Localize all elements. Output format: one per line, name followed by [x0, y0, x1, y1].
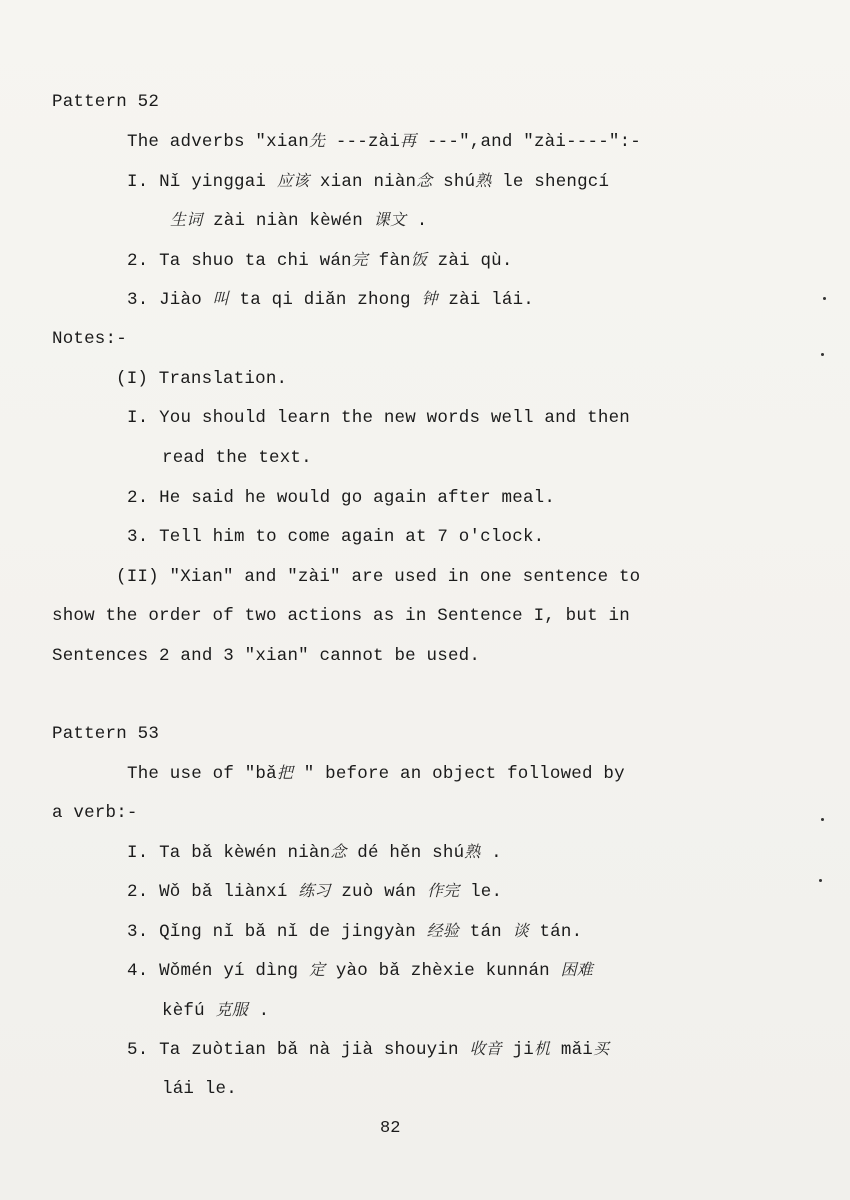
translation-1: I. You should learn the new words well and then [127, 408, 630, 428]
pattern-53-intro [127, 761, 625, 786]
handwritten-char: 定 [308, 960, 326, 979]
handwritten-char: 经验 [426, 921, 460, 940]
text-run: ---zài [325, 132, 401, 152]
handwritten-char: 生词 [170, 210, 203, 229]
note-2-line-2: show the order of two actions as in Sentence I, but in [52, 606, 630, 626]
handwritten-char: 买 [593, 1039, 610, 1058]
text-run: The use of "bǎ [127, 764, 277, 784]
text-run: le shengcí [491, 172, 610, 192]
handwritten-char: 克服 [215, 1000, 248, 1019]
text-run: . [247, 1001, 270, 1021]
handwritten-char: 熟 [464, 842, 481, 861]
text-run: I. Nǐ yinggai [127, 172, 267, 192]
handwritten-char: 收音 [469, 1039, 502, 1058]
handwritten-char: 钟 [421, 289, 438, 308]
pattern-53-example-4 [127, 958, 593, 983]
handwritten-char: 作完 [426, 881, 460, 900]
text-run: zài niàn kèwén [202, 211, 363, 231]
text-run: zài lái. [437, 290, 534, 310]
pattern-52-example-3 [127, 287, 534, 312]
text-run: 2. Wǒ bǎ liànxí [127, 882, 288, 902]
text-run: . [406, 211, 428, 231]
text-run: shú [432, 172, 476, 192]
handwritten-char: 把 [276, 763, 294, 782]
text-run: 2. Ta shuo ta chi wán [127, 251, 352, 271]
pattern-52-example-1 [127, 169, 609, 194]
text-run: The adverbs "xian [127, 132, 309, 152]
text-run: ta qi diǎn zhong [228, 290, 411, 310]
pattern-53-intro-cont: a verb:- [52, 803, 138, 823]
page-number: 82 [380, 1119, 401, 1138]
handwritten-char: 谈 [512, 921, 529, 940]
text-run: zuò wán [330, 882, 417, 902]
handwritten-char: 叫 [212, 289, 229, 308]
pattern-53-example-5 [127, 1037, 609, 1062]
handwritten-char: 再 [400, 131, 417, 150]
note-2-line-1: (II) "Xian" and "zài" are used in one sentence to [116, 567, 641, 587]
text-run: ---",and "zài----":- [416, 132, 642, 152]
text-run: mǎi [550, 1040, 593, 1060]
translation-3: 3. Tell him to come again at 7 o'clock. [127, 527, 545, 547]
handwritten-char: 熟 [475, 171, 492, 190]
notes-heading: Notes:- [52, 329, 127, 349]
text-run: . [480, 843, 502, 863]
pattern-52-heading: Pattern 52 [52, 92, 160, 112]
text-run: le. [459, 882, 503, 902]
scan-speck [823, 297, 826, 300]
scan-speck [821, 818, 824, 821]
handwritten-char: 应该 [276, 171, 310, 190]
text-run: 3. Jiào [127, 290, 202, 310]
translation-1-cont: read the text. [162, 448, 312, 468]
pattern-52-example-1-cont [170, 208, 427, 233]
pattern-53-example-4-cont [162, 998, 269, 1023]
pattern-53-example-1 [127, 840, 502, 865]
handwritten-char: 练习 [298, 881, 331, 900]
pattern-52-intro [127, 129, 641, 154]
text-run: " before an object followed by [293, 764, 625, 784]
text-run: I. Ta bǎ kèwén niàn [127, 843, 331, 863]
note-2-line-3: Sentences 2 and 3 "xian" cannot be used. [52, 646, 481, 666]
text-run: kèfú [162, 1001, 205, 1021]
text-run: yào bǎ zhèxie kunnán [325, 961, 550, 981]
scan-speck [821, 353, 824, 356]
translation-2: 2. He said he would go again after meal. [127, 488, 556, 508]
text-run: tán [459, 922, 502, 942]
handwritten-char: 困难 [560, 960, 593, 979]
translation-heading: (I) Translation. [116, 369, 288, 389]
text-run: fàn [367, 251, 411, 271]
handwritten-char: 念 [330, 842, 347, 861]
text-run: 5. Ta zuòtian bǎ nà jià shouyin [127, 1040, 459, 1060]
pattern-53-example-5-cont: lái le. [162, 1079, 237, 1099]
handwritten-char: 完 [351, 250, 368, 269]
text-run: zài qù. [426, 251, 513, 271]
handwritten-char: 先 [308, 131, 326, 150]
text-run: xian niàn [309, 172, 417, 192]
pattern-52-example-2 [127, 248, 513, 273]
handwritten-char: 课文 [373, 210, 407, 229]
scan-speck [819, 879, 822, 882]
pattern-53-example-3 [127, 919, 582, 944]
handwritten-char: 机 [533, 1039, 551, 1058]
text-run: tán. [528, 922, 583, 942]
handwritten-char: 念 [416, 171, 433, 190]
text-run: dé hěn shú [346, 843, 465, 863]
pattern-53-heading: Pattern 53 [52, 724, 160, 744]
handwritten-char: 饭 [410, 250, 427, 269]
text-run: 4. Wǒmén yí dìng [127, 961, 299, 981]
pattern-53-example-2 [127, 879, 502, 904]
text-run: 3. Qǐng nǐ bǎ nǐ de jingyàn [127, 922, 416, 942]
text-run: ji [501, 1040, 534, 1060]
